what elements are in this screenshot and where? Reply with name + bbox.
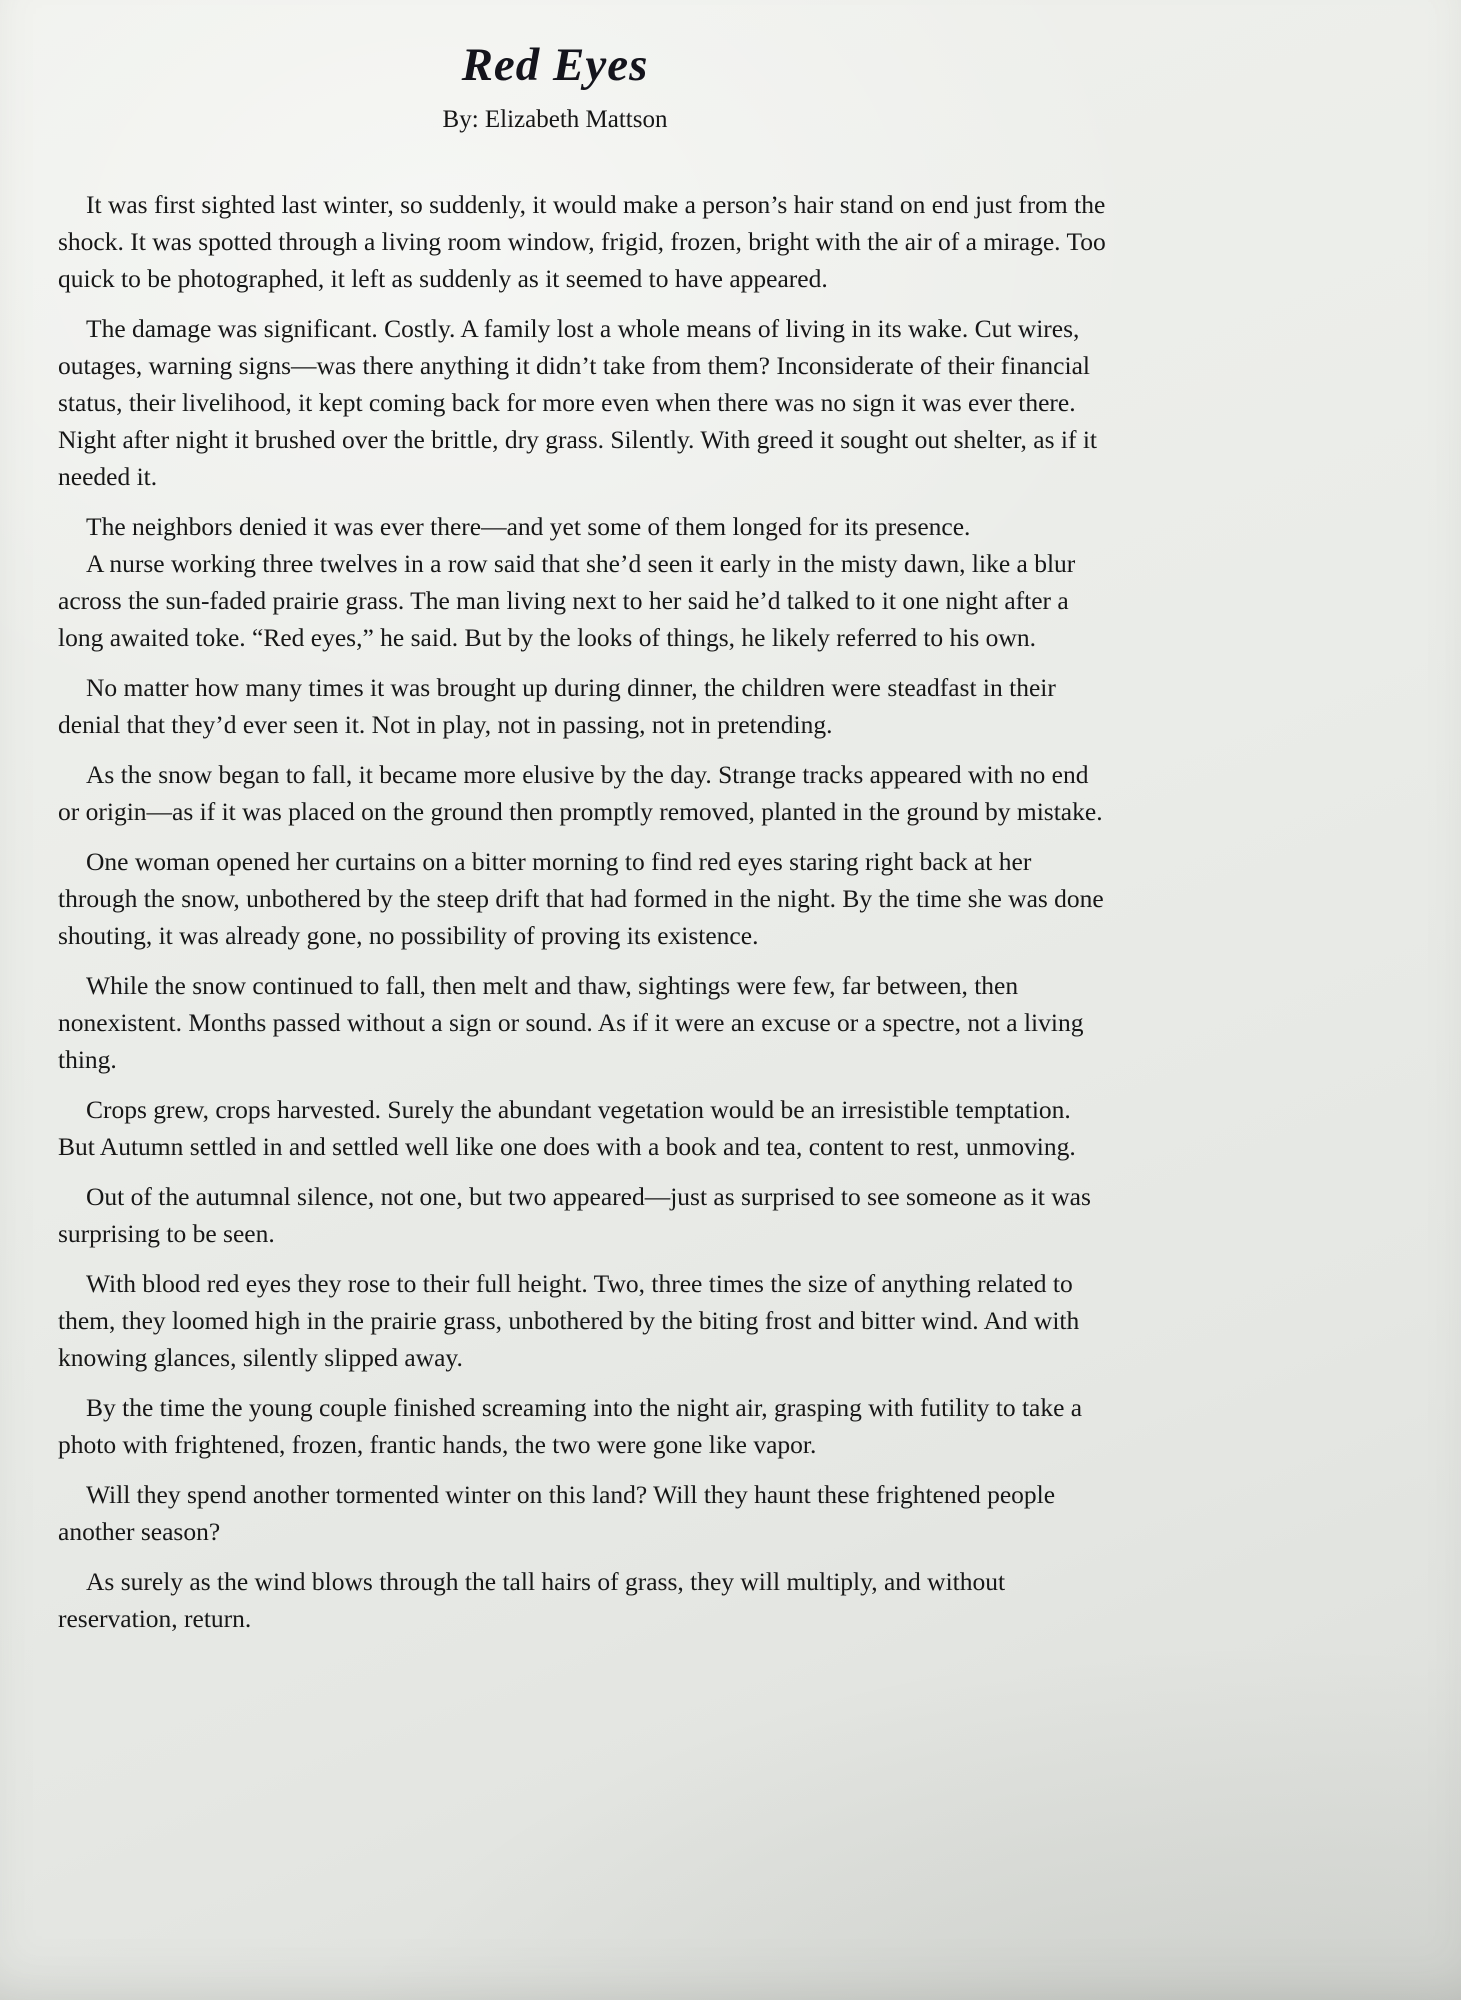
story-paragraph: As the snow began to fall, it became more elusive by the day. Strange tracks appeared with no end or origin—as if it was placed on the ground then promptly removed, planted in the ground by mistake. [58,760,1103,826]
story-paragraph: No matter how many times it was brought up during dinner, the children were steadfast in their denial that they’d ever seen it. Not in play, not in passing, not in pretending. [58,673,1056,739]
story-paragraph: A nurse working three twelves in a row said that she’d seen it early in the misty dawn, like a blur across the sun-faded prairie grass. The man living next to her said he’d talked to it one night after a long awaited toke. “Red eyes,” he said. But by the looks of things, he likely referred to his own. [58,549,1076,652]
story-paragraph: The neighbors denied it was ever there—and yet some of them longed for its presence. [86,512,971,541]
story-paragraph: It was first sighted last winter, so suddenly, it would make a person’s hair stand on end just from the shock. It was spotted through a living room window, frigid, frozen, bright with the air of a mirage. Too quick to be photographed, it left as suddenly as it seemed to have appeared. [58,190,1106,293]
story-paragraph: Will they spend another tormented winter on this land? Will they haunt these frightened people another season? [58,1480,1056,1546]
story-paragraph: As surely as the wind blows through the tall hairs of grass, they will multiply, and without reservation, return. [58,1567,1006,1633]
story-paragraph: Out of the autumnal silence, not one, but two appeared—just as surprised to see someone as it was surprising to be seen. [58,1182,1091,1248]
story-byline: By: Elizabeth Mattson [442,106,668,133]
story-paragraph: While the snow continued to fall, then melt and thaw, sightings were few, far between, then nonexistent. Months passed without a sign or sound. As if it were an excuse or a spectre, not a living thing. [58,971,1084,1074]
story-paragraph: With blood red eyes they rose to their full height. Two, three times the size of anything related to them, they loomed high in the prairie grass, unbothered by the biting frost and bitter wind. And with knowing glances, silently slipped away. [58,1269,1080,1372]
story-paragraph: One woman opened her curtains on a bitter morning to find red eyes staring right back at her through the snow, unbothered by the steep drift that had formed in the night. By the time she was done shouting, it was already gone, no possibility of proving its existence. [58,847,1104,950]
story-title: Red Eyes [461,39,649,91]
story-paragraph: By the time the young couple finished screaming into the night air, grasping with futility to take a photo with frightened, frozen, frantic hands, the two were gone like vapor. [58,1393,1083,1459]
story-paragraph: The damage was significant. Costly. A family lost a whole means of living in its wake. Cut wires, outages, warning signs—was there anything it didn’t take from them? Inconsiderate of their financial status, their livelihood, it kept coming back for more even when there was no sign it was ever there. Night after night it brushed over the brittle, dry grass. Silently. With greed it sought out shelter, as if it needed it. [58,314,1098,491]
story-paragraph: Crops grew, crops harvested. Surely the abundant vegetation would be an irresistible temptation. But Autumn settled in and settled well like one does with a book and tea, content to rest, unmoving. [58,1095,1076,1161]
story-body [58,186,1106,1637]
